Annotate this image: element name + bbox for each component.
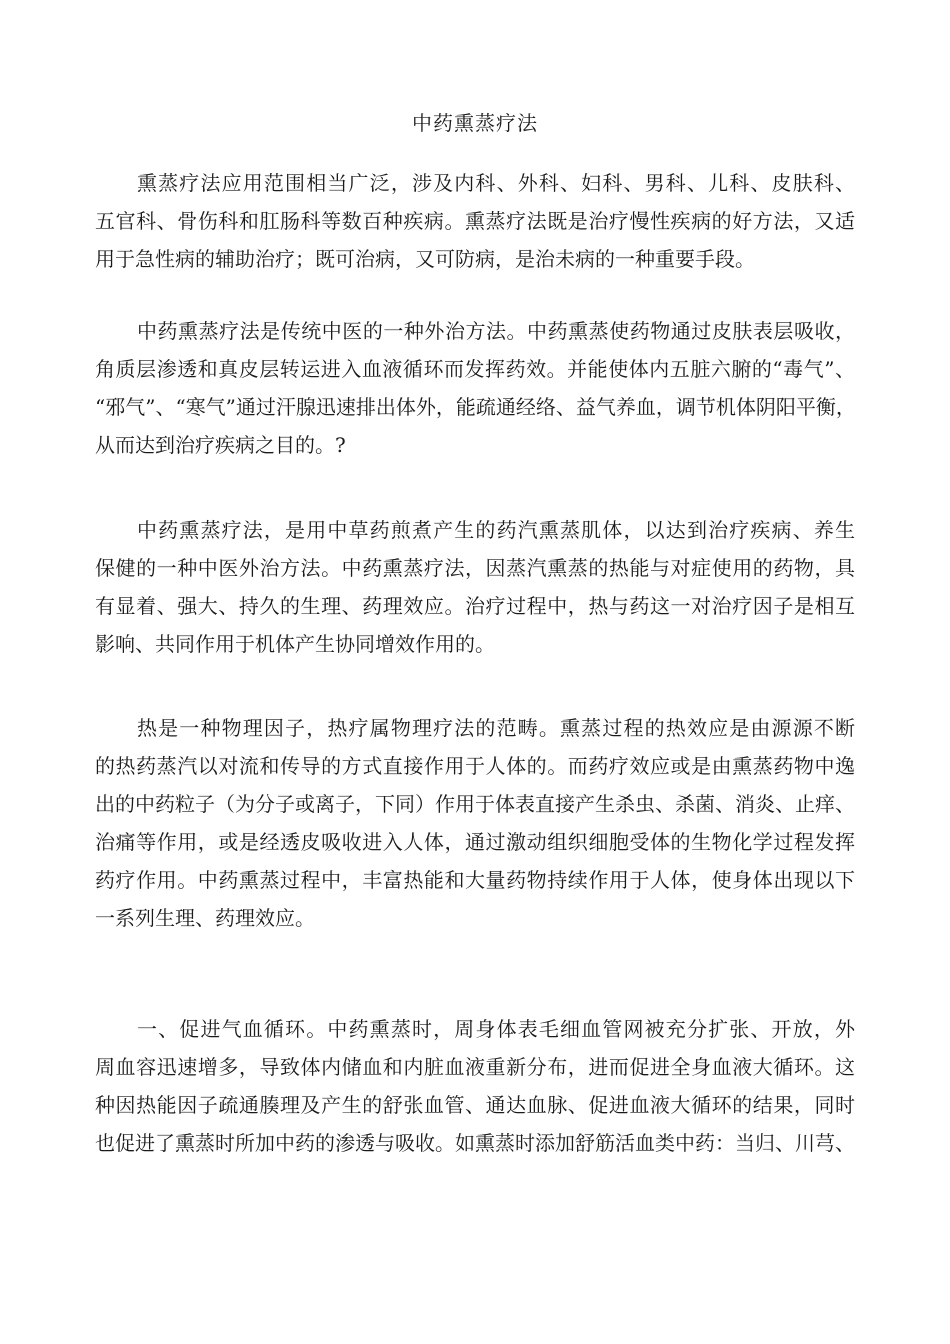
paragraph-line: 治痛等作用，或是经透皮吸收进入人体，通过激动组织细胞受体的生物化学过程发挥: [95, 830, 855, 854]
paragraph-line: 熏蒸疗法应用范围相当广泛，涉及内科、外科、妇科、男科、儿科、皮肤科、: [137, 171, 855, 195]
paragraph-line: 影响、共同作用于机体产生协同增效作用的。: [95, 632, 495, 656]
paragraph-line: 也促进了熏蒸时所加中药的渗透与吸收。如熏蒸时添加舒筋活血类中药：当归、川芎、: [95, 1131, 855, 1155]
paragraph-line: 出的中药粒子（为分子或离子，下同）作用于体表直接产生杀虫、杀菌、消炎、止痒、: [95, 792, 855, 816]
paragraph-2: [95, 312, 855, 464]
paragraph-line: 中药熏蒸疗法，是用中草药煎煮产生的药汽熏蒸肌体，以达到治疗疾病、养生: [137, 518, 855, 542]
paragraph-line: 从而达到治疗疾病之目的。?: [95, 433, 346, 457]
paragraph-line: 热是一种物理因子，热疗属物理疗法的范畴。熏蒸过程的热效应是由源源不断: [137, 716, 855, 740]
paragraph-line: 中药熏蒸疗法是传统中医的一种外治方法。中药熏蒸使药物通过皮肤表层吸收，: [137, 319, 855, 343]
paragraph-line: 一系列生理、药理效应。: [95, 906, 315, 930]
paragraph-line: 有显着、强大、持久的生理、药理效应。治疗过程中，热与药这一对治疗因子是相互: [95, 594, 855, 618]
paragraph-4: [95, 709, 855, 937]
paragraph-line: 五官科、骨伤科和肛肠科等数百种疾病。熏蒸疗法既是治疗慢性疾病的好方法，又适: [95, 209, 855, 233]
document-title: 中药熏蒸疗法: [412, 111, 538, 135]
paragraph-1: [95, 164, 855, 278]
paragraph-line: 药疗作用。中药熏蒸过程中，丰富热能和大量药物持续作用于人体，使身体出现以下: [95, 868, 855, 892]
paragraph-line: 保健的一种中医外治方法。中药熏蒸疗法，因蒸汽熏蒸的热能与对症使用的药物，具: [95, 556, 855, 580]
paragraph-5: [95, 1010, 855, 1162]
paragraph-line: 一、促进气血循环。中药熏蒸时，周身体表毛细血管网被充分扩张、开放，外: [137, 1017, 855, 1041]
paragraph-line: 角质层渗透和真皮层转运进入血液循环而发挥药效。并能使体内五脏六腑的“毒气”、: [95, 357, 855, 381]
paragraph-line: 周血容迅速增多，导致体内储血和内脏血液重新分布，进而促进全身血液大循环。这: [95, 1055, 855, 1079]
paragraph-line: 种因热能因子疏通腠理及产生的舒张血管、通达血脉、促进血液大循环的结果，同时: [95, 1093, 855, 1117]
paragraph-line: “邪气”、“寒气”通过汗腺迅速排出体外，能疏通经络、益气养血，调节机体阴阳平衡，: [95, 395, 856, 419]
paragraph-line: 的热药蒸汽以对流和传导的方式直接作用于人体的。而药疗效应或是由熏蒸药物中逸: [95, 754, 855, 778]
paragraph-line: 用于急性病的辅助治疗；既可治病，又可防病，是治未病的一种重要手段。: [95, 247, 755, 271]
paragraph-3: [95, 511, 855, 663]
